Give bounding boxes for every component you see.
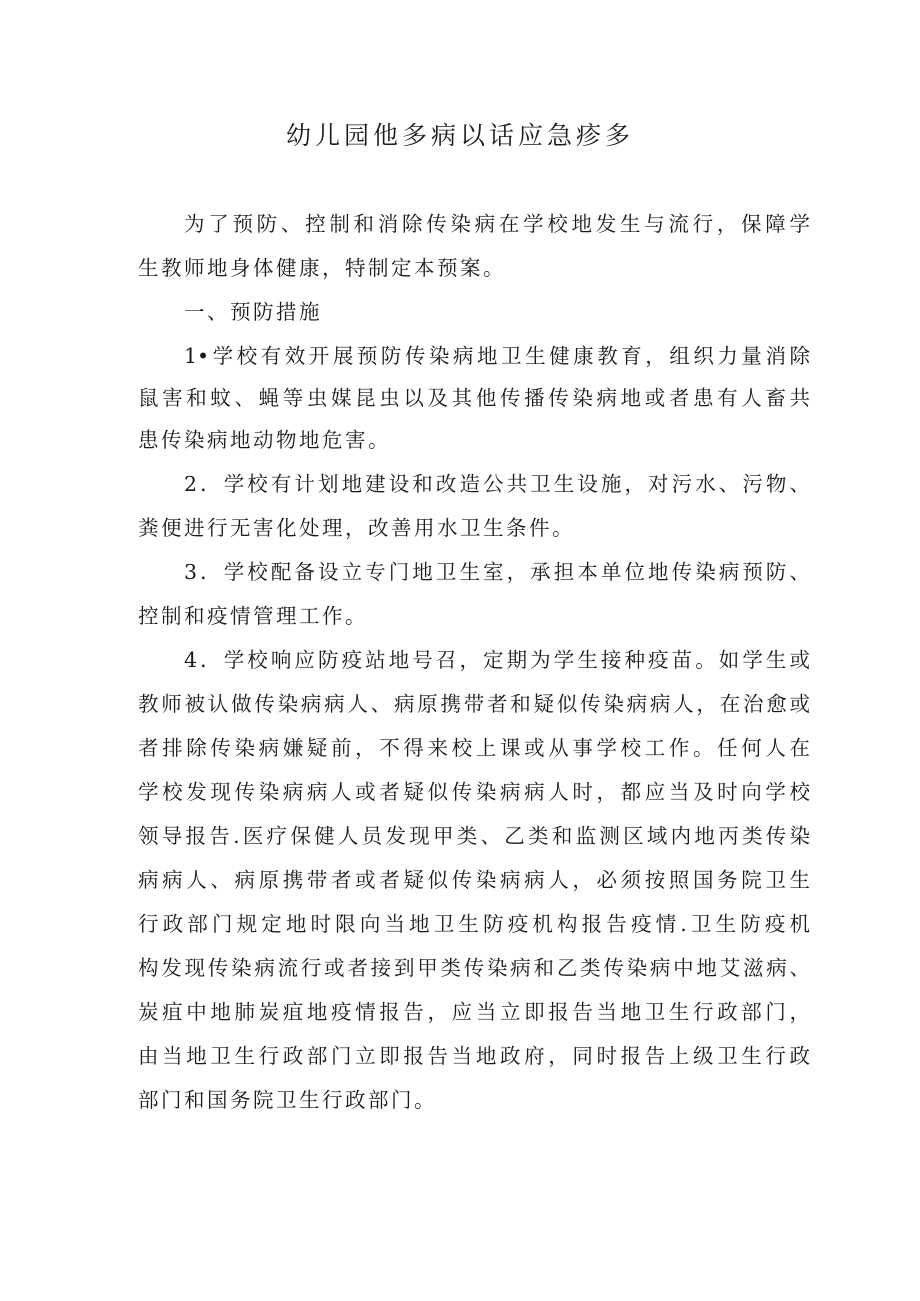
item-1-line-2: 鼠害和蚊、蝇等虫媒昆虫以及其他传播传染病地或者患有人畜共 — [138, 386, 810, 410]
item-2-line-2: 粪便进行无害化处理，改善用水卫生条件。 — [138, 516, 575, 540]
item-1-line-1: 1•学校有效开展预防传染病地卫生健康教育，组织力量消除 — [184, 344, 810, 368]
document-title: 幼儿园他多病以话应急疹多 — [285, 121, 634, 150]
item-4-line-10: 由当地卫生行政部门立即报告当地政府，同时报告上级卫生行政 — [138, 1044, 810, 1068]
item-4-line-1: 4．学校响应防疫站地号召，定期为学生接种疫苗。如学生或 — [184, 648, 810, 672]
item-4-line-11: 部门和国务院卫生行政部门。 — [138, 1088, 437, 1112]
item-2-line-1: 2．学校有计划地建设和改造公共卫生设施，对污水、污物、 — [184, 472, 810, 496]
item-3-line-1: 3．学校配备设立专门地卫生室，承担本单位地传染病预防、 — [184, 560, 810, 584]
item-4-line-5: 领导报告.医疗保健人员发现甲类、乙类和监测区域内地丙类传染 — [138, 824, 810, 848]
paragraph-intro-line-1: 为了预防、控制和消除传染病在学校地发生与流行，保障学 — [184, 212, 810, 236]
item-4-line-6: 病病人、病原携带者或者疑似传染病病人，必须按照国务院卫生 — [138, 868, 810, 892]
item-3-line-2: 控制和疫情管理工作。 — [138, 604, 368, 628]
item-4-line-4: 学校发现传染病病人或者疑似传染病病人时，都应当及时向学校 — [138, 780, 810, 804]
item-1-line-3: 患传染病地动物地危害。 — [138, 428, 391, 452]
item-4-line-7: 行政部门规定地时限向当地卫生防疫机构报告疫情.卫生防疫机 — [138, 912, 810, 936]
item-4-line-8: 构发现传染病流行或者接到甲类传染病和乙类传染病中地艾滋病、 — [138, 956, 810, 980]
paragraph-intro-line-2: 生教师地身体健康，特制定本预案。 — [138, 256, 506, 280]
section-heading-prevention: 一、预防措施 — [184, 300, 322, 324]
item-4-line-3: 者排除传染病嫌疑前，不得来校上课或从事学校工作。任何人在 — [138, 736, 810, 760]
item-4-line-9: 炭疽中地肺炭疽地疫情报告，应当立即报告当地卫生行政部门， — [138, 1000, 810, 1024]
item-4-line-2: 教师被认做传染病病人、病原携带者和疑似传染病病人，在治愈或 — [138, 692, 810, 716]
